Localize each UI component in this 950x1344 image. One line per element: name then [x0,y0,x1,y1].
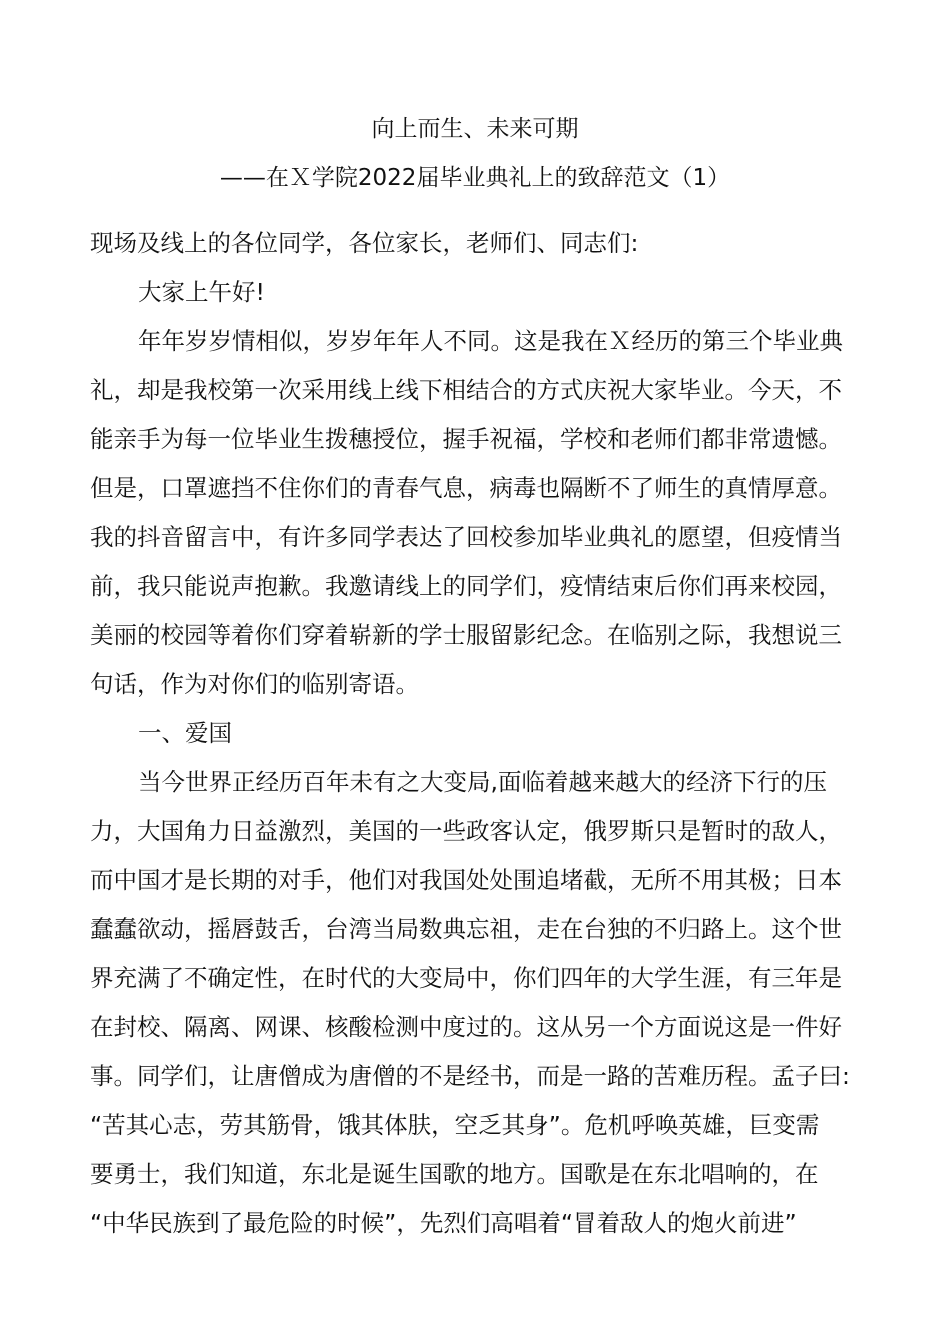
paragraph-line: “中华民族到了最危险的时候”，先烈们高唱着“冒着敌人的炮火前进” [90,1209,797,1237]
document-title: 向上而生、未来可期 [371,116,579,142]
paragraph-line: 前，我只能说声抱歉。我邀请线上的同学们，疫情结束后你们再来校园， [90,572,842,600]
paragraph-line: 力，大国角力日益激烈，美国的一些政客认定，俄罗斯只是暂时的敌人， [90,817,842,845]
paragraph-line: 礼，却是我校第一次采用线上线下相结合的方式庆祝大家毕业。今天，不 [90,376,842,404]
paragraph-line: 句话，作为对你们的临别寄语。 [90,670,419,698]
greeting-line: 大家上午好! [138,278,265,306]
section-heading: 一、爱国 [138,719,232,747]
paragraph-line: 当今世界正经历百年未有之大变局,面临着越来越大的经济下行的压 [138,768,827,796]
paragraph-line: “苦其心志，劳其筋骨，饿其体肤，空乏其身”。危机呼唤英雄，巨变需 [90,1111,820,1139]
paragraph-line: 而中国才是长期的对手，他们对我国处处围追堵截，无所不用其极；日本 [90,866,842,894]
document-subtitle: ——在Ｘ学院2022届毕业典礼上的致辞范文（1） [219,165,731,191]
paragraph-line: 能亲手为每一位毕业生拨穗授位，握手祝福，学校和老师们都非常遗憾。 [90,425,842,453]
paragraph-line: 但是，口罩遮挡不住你们的青春气息，病毒也隔断不了师生的真情厚意。 [90,474,842,502]
salutation-line: 现场及线上的各位同学，各位家长，老师们、同志们: [90,229,639,257]
paragraph-line: 美丽的校园等着你们穿着崭新的学士服留影纪念。在临别之际，我想说三 [90,621,842,649]
paragraph-line: 我的抖音留言中，有许多同学表达了回校参加毕业典礼的愿望，但疫情当 [90,523,842,551]
paragraph-line: 要勇士，我们知道，东北是诞生国歌的地方。国歌是在东北唱响的，在 [90,1160,819,1188]
paragraph-line: 界充满了不确定性，在时代的大变局中，你们四年的大学生涯，有三年是 [90,964,842,992]
paragraph-line: 蠢蠢欲动，摇唇鼓舌，台湾当局数典忘祖，走在台独的不归路上。这个世 [90,915,842,943]
paragraph-line: 年年岁岁情相似，岁岁年年人不同。这是我在Ｘ经历的第三个毕业典 [138,327,843,355]
paragraph-line: 在封校、隔离、网课、核酸检测中度过的。这从另一个方面说这是一件好 [90,1013,842,1041]
paragraph-line: 事。同学们，让唐僧成为唐僧的不是经书，而是一路的苦难历程。孟子曰: [90,1062,850,1090]
